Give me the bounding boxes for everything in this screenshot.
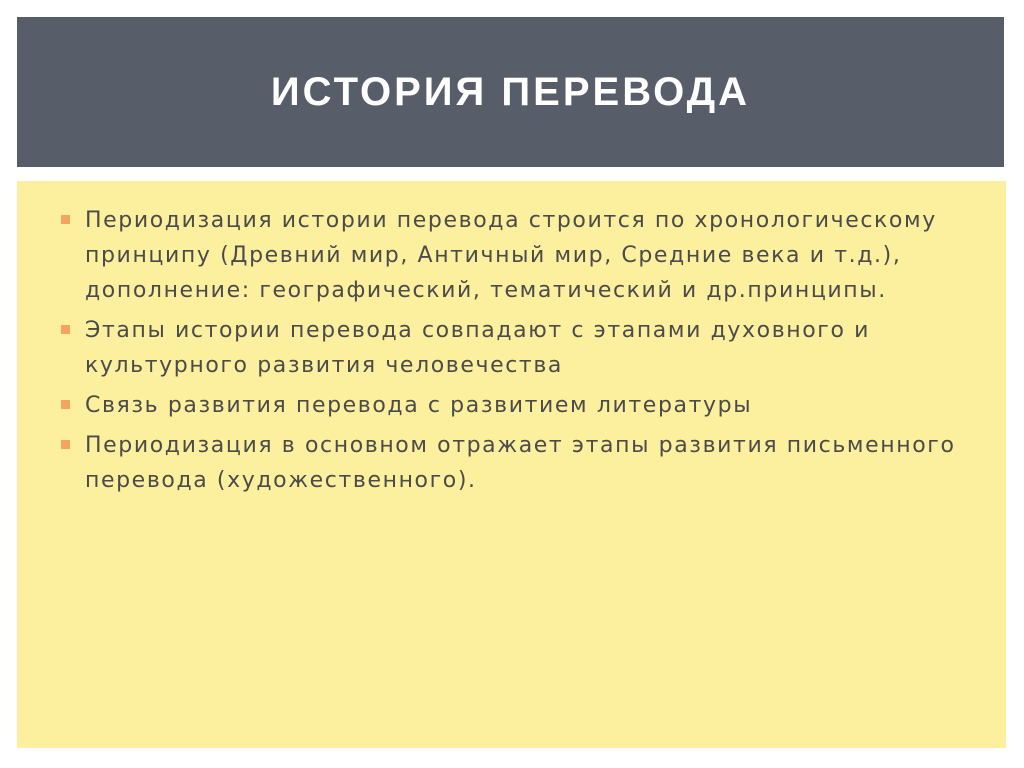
- bullet-item: [85, 313, 966, 383]
- square-bullet-icon: [61, 440, 70, 449]
- title-bar: [17, 17, 1004, 167]
- bullet-text: Связь развития перевода с развитием литературы: [85, 393, 753, 418]
- slide-title: ИСТОРИЯ ПЕРЕВОДА: [270, 69, 751, 114]
- content-panel: [17, 181, 1006, 748]
- bullet-text: Периодизация истории перевода строится по хронологическому принципу (Древний мир, Античный мир, Средние века и т.д.), дополнение: географический, тематический и др.принципы.: [85, 208, 937, 303]
- bullet-item: [85, 428, 966, 498]
- bullet-list: [17, 181, 1006, 498]
- bullet-item: [85, 203, 966, 308]
- bullet-text: Этапы истории перевода совпадают с этапами духовного и культурного развития человечества: [85, 318, 871, 378]
- square-bullet-icon: [61, 325, 70, 334]
- bullet-text: Периодизация в основном отражает этапы развития письменного перевода (художественного).: [85, 433, 956, 493]
- bullet-item: [85, 388, 966, 423]
- square-bullet-icon: [61, 215, 70, 224]
- square-bullet-icon: [61, 400, 70, 409]
